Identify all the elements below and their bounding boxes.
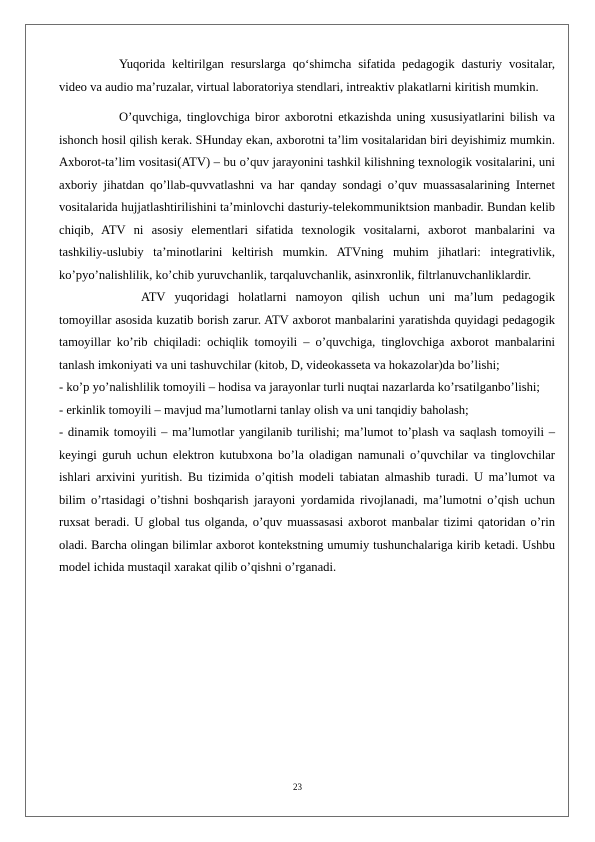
page-body — [59, 53, 555, 579]
paragraph-atv-definition: O’quvchiga, tinglovchiga biror axborotni etkazishda uning xususiyatlarini bilish va ishonch hosil qilish kerak. SHunday ekan, axborotni ta’lim vositalaridan biri deyishimiz mumkin. Axborot-ta’lim vositasi(ATV) – bu o’quv jarayonini tashkil kilishning texnologik vositalarini, uni axboriy jihatdan qo’llab-quvvatlashni va har qanday sondagi o’quv muassasalarining Internet vositalarida hujjatlashtirilishini ta’minlovchi dasturiy-telekommuniktsion manbadir. Bundan kelib chiqib, ATV ni asosiy elementlari sifatida texnologik vositalarni, axborot manbalarini va tashkiliy-uslubiy ta’minotlarini keltirish mumkin. ATVning muhim jihatlari: integrativlik, ko’pyo’nalishlilik, ko’chib yuruvchanlik, tarqaluvchanlik, asinxronlik, filtrlanuvchanliklardir. — [59, 110, 555, 282]
paragraph-pedagogical-principles: ATV yuqoridagi holatlarni namoyon qilish uchun uni ma’lum pedagogik tomoyillar asosida kuzatib borish zarur. ATV axborot manbalarini yaratishda quyidagi pedagogik tamoyillar ko’rib chiqiladi: ochiqlik tomoyili – o’quvchiga, tinglovchiga axborot manbalarini tanlash imkoniyati va uni tashuvchilar (kitob, D, videokasseta va hokazolar)da bo’lishi; — [59, 290, 555, 372]
list-item-multidirectional-principle: - ko’p yo’nalishlilik tomoyili – hodisa va jarayonlar turli nuqtai nazarlarda ko’rsatilganbo’lishi; — [59, 380, 540, 394]
page-number: 23 — [293, 782, 302, 792]
paragraph-resources: Yuqorida keltirilgan resurslarga qo‘shimcha sifatida pedagogik dasturiy vositalar, video va audio ma’ruzalar, virtual laboratoriya stendlari, intreaktiv plakatlarni kiritish mumkin. — [59, 57, 555, 94]
list-item-dynamic-principle: - dinamik tomoyili – ma’lumotlar yangilanib turilishi; ma’lumot to’plash va saqlash tomoyili – keyingi guruh uchun elektron kutubxona bo’la oladigan namunali o’quvchilar va tinglovchilar ishlari arxivini yuritish. Bu tizimida o’qitish modeli tabiatan almashib turadi. U ma’lumot va bilim o’rtasidagi o’tishni boshqarish jarayoni yordamida rivojlanadi, ma’lumotni o’qish uchun ruxsat beradi. U global tus olganda, o’quv muassasasi axborot manbalar tizimi qatoridan o’rin oladi. Barcha olingan bilimlar axborot kontekstning umumiy tushunchalariga kirib ketadi. Ushbu model ichida mustaqil xarakat qilib o’qishni o’rganadi. — [59, 425, 555, 574]
list-item-freedom-principle: - erkinlik tomoyili – mavjud ma’lumotlarni tanlay olish va uni tanqidiy baholash; — [59, 402, 469, 417]
